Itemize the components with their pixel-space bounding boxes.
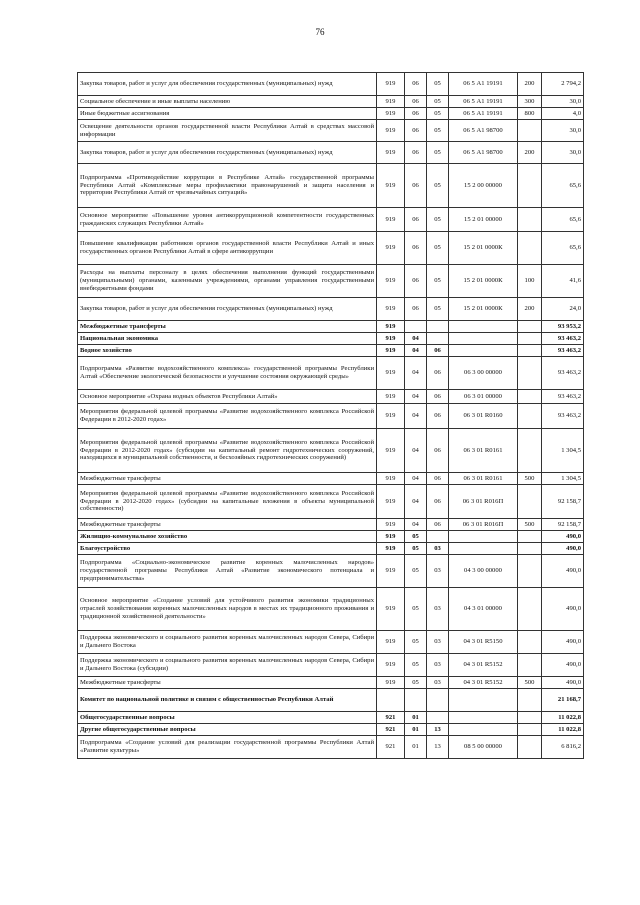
- target-article-code: 06 5 А1 19191: [449, 96, 518, 108]
- table-row: [78, 654, 584, 677]
- amount: 21 168,7: [542, 689, 584, 712]
- line-item-name: Подпрограмма «Развитие водохозяйственного комплекса» государственной программы Республики Алтай «Обеспечение экологической безопасности и улучшение состояния окружающей среды»: [78, 357, 377, 390]
- target-article-code: 06 3 01 R016П: [449, 519, 518, 531]
- line-item-name: Мероприятия федеральной целевой программы «Развитие водохозяйственного комплекса Российской Федерации в 2012-2020 годах»: [78, 404, 377, 429]
- target-article-code: 06 5 А1 19191: [449, 73, 518, 96]
- subsection-code: 05: [427, 164, 449, 208]
- target-article-code: 15 2 00 00000: [449, 164, 518, 208]
- expense-type-code: [518, 588, 542, 631]
- administrator-code: 919: [377, 390, 405, 404]
- amount: 93 463,2: [542, 390, 584, 404]
- budget-table: [77, 72, 584, 759]
- subsection-code: 05: [427, 73, 449, 96]
- section-code: 01: [405, 736, 427, 759]
- target-article-code: [449, 543, 518, 555]
- table-row: [78, 519, 584, 531]
- section-code: 01: [405, 712, 427, 724]
- target-article-code: 15 2 01 0000К: [449, 232, 518, 265]
- expense-type-code: [518, 208, 542, 232]
- administrator-code: 919: [377, 345, 405, 357]
- table-row: [78, 689, 584, 712]
- expense-type-code: [518, 555, 542, 588]
- target-article-code: [449, 724, 518, 736]
- administrator-code: 919: [377, 265, 405, 298]
- expense-type-code: 200: [518, 142, 542, 164]
- line-item-name: Подпрограмма «Противодействие коррупции в Республике Алтай» государственной программы Республики Алтай «Комплексные меры профилактики правонарушений и защита населения и территории Республики Алтай от чрезвычайных ситуаций»: [78, 164, 377, 208]
- administrator-code: 919: [377, 208, 405, 232]
- line-item-name: Межбюджетные трансферты: [78, 473, 377, 485]
- expense-type-code: [518, 357, 542, 390]
- amount: 41,6: [542, 265, 584, 298]
- expense-type-code: [518, 724, 542, 736]
- section-code: 05: [405, 531, 427, 543]
- expense-type-code: [518, 164, 542, 208]
- section-code: 05: [405, 631, 427, 654]
- table-row: [78, 321, 584, 333]
- subsection-code: 03: [427, 555, 449, 588]
- subsection-code: [427, 712, 449, 724]
- section-code: 06: [405, 232, 427, 265]
- expense-type-code: 100: [518, 265, 542, 298]
- administrator-code: 919: [377, 519, 405, 531]
- line-item-name: Комитет по национальной политике и связям с общественностью Республики Алтай: [78, 689, 377, 712]
- subsection-code: [427, 333, 449, 345]
- administrator-code: [377, 689, 405, 712]
- expense-type-code: [518, 333, 542, 345]
- administrator-code: 919: [377, 108, 405, 120]
- target-article-code: [449, 531, 518, 543]
- amount: 92 158,7: [542, 519, 584, 531]
- line-item-name: Подпрограмма «Создание условий для реализации государственной программы Республики Алтай «Развитие культуры»: [78, 736, 377, 759]
- section-code: 04: [405, 333, 427, 345]
- section-code: 04: [405, 404, 427, 429]
- section-code: 04: [405, 390, 427, 404]
- administrator-code: 919: [377, 654, 405, 677]
- expense-type-code: [518, 736, 542, 759]
- section-code: 05: [405, 543, 427, 555]
- subsection-code: 03: [427, 677, 449, 689]
- amount: 1 304,5: [542, 429, 584, 473]
- expense-type-code: [518, 543, 542, 555]
- amount: 65,6: [542, 164, 584, 208]
- amount: 11 022,8: [542, 712, 584, 724]
- administrator-code: 919: [377, 333, 405, 345]
- section-code: 04: [405, 485, 427, 519]
- administrator-code: 919: [377, 543, 405, 555]
- expense-type-code: 300: [518, 96, 542, 108]
- subsection-code: 05: [427, 108, 449, 120]
- table-row: [78, 357, 584, 390]
- subsection-code: [427, 321, 449, 333]
- amount: 92 158,7: [542, 485, 584, 519]
- target-article-code: 06 3 01 R016П: [449, 485, 518, 519]
- subsection-code: 05: [427, 265, 449, 298]
- table-row: [78, 724, 584, 736]
- amount: 93 463,2: [542, 404, 584, 429]
- expense-type-code: 500: [518, 473, 542, 485]
- line-item-name: Другие общегосударственные вопросы: [78, 724, 377, 736]
- target-article-code: 15 2 01 00000: [449, 208, 518, 232]
- line-item-name: Расходы на выплаты персоналу в целях обеспечения выполнения функций государственными (муниципальными) органами, казенными учреждениями, органами управления государственными внебюджетными фондами: [78, 265, 377, 298]
- line-item-name: Основное мероприятие «Повышение уровня антикоррупционной компетентности государственных гражданских служащих Республики Алтай»: [78, 208, 377, 232]
- expense-type-code: [518, 429, 542, 473]
- line-item-name: Закупка товаров, работ и услуг для обеспечения государственных (муниципальных) нужд: [78, 73, 377, 96]
- table-row: [78, 232, 584, 265]
- table-row: [78, 631, 584, 654]
- administrator-code: 919: [377, 164, 405, 208]
- table-row: [78, 555, 584, 588]
- administrator-code: 919: [377, 142, 405, 164]
- target-article-code: 06 3 00 00000: [449, 357, 518, 390]
- table-row: [78, 73, 584, 96]
- line-item-name: Межбюджетные трансферты: [78, 519, 377, 531]
- line-item-name: Поддержка экономического и социального развития коренных малочисленных народов Севера, Сибири и Дальнего Востока: [78, 631, 377, 654]
- administrator-code: 919: [377, 232, 405, 265]
- expense-type-code: [518, 654, 542, 677]
- line-item-name: Социальное обеспечение и иные выплаты населению: [78, 96, 377, 108]
- table-row: [78, 429, 584, 473]
- expense-type-code: 500: [518, 677, 542, 689]
- table-row: [78, 390, 584, 404]
- table-row: [78, 404, 584, 429]
- target-article-code: [449, 345, 518, 357]
- section-code: 01: [405, 724, 427, 736]
- expense-type-code: [518, 531, 542, 543]
- target-article-code: 06 5 А1 98700: [449, 120, 518, 142]
- table-row: [78, 208, 584, 232]
- target-article-code: 15 2 01 0000К: [449, 265, 518, 298]
- amount: 30,0: [542, 120, 584, 142]
- administrator-code: 921: [377, 724, 405, 736]
- expense-type-code: [518, 390, 542, 404]
- table-row: [78, 712, 584, 724]
- page-number: 76: [315, 27, 325, 37]
- administrator-code: 921: [377, 736, 405, 759]
- line-item-name: Благоустройство: [78, 543, 377, 555]
- amount: 93 463,2: [542, 333, 584, 345]
- amount: 4,0: [542, 108, 584, 120]
- subsection-code: [427, 689, 449, 712]
- administrator-code: 919: [377, 531, 405, 543]
- amount: 24,0: [542, 298, 584, 321]
- expense-type-code: 200: [518, 73, 542, 96]
- administrator-code: 919: [377, 357, 405, 390]
- table-row: [78, 120, 584, 142]
- administrator-code: 919: [377, 120, 405, 142]
- subsection-code: 05: [427, 232, 449, 265]
- subsection-code: 06: [427, 357, 449, 390]
- line-item-name: Повышение квалификации работников органов государственной власти Республики Алтай и иных государственных органов Республики Алтай в сфере антикоррупции: [78, 232, 377, 265]
- target-article-code: 06 3 01 R0161: [449, 473, 518, 485]
- section-code: 05: [405, 588, 427, 631]
- amount: 490,0: [542, 654, 584, 677]
- line-item-name: Межбюджетные трансферты: [78, 677, 377, 689]
- section-code: 05: [405, 654, 427, 677]
- line-item-name: Закупка товаров, работ и услуг для обеспечения государственных (муниципальных) нужд: [78, 298, 377, 321]
- amount: 490,0: [542, 543, 584, 555]
- amount: 2 794,2: [542, 73, 584, 96]
- administrator-code: 919: [377, 677, 405, 689]
- target-article-code: 06 5 А1 19191: [449, 108, 518, 120]
- amount: 93 463,2: [542, 357, 584, 390]
- administrator-code: 921: [377, 712, 405, 724]
- subsection-code: 13: [427, 724, 449, 736]
- expense-type-code: [518, 120, 542, 142]
- section-code: 05: [405, 677, 427, 689]
- table-row: [78, 265, 584, 298]
- subsection-code: 06: [427, 473, 449, 485]
- line-item-name: Основное мероприятие «Охрана водных объектов Республики Алтай»: [78, 390, 377, 404]
- target-article-code: 06 3 01 00000: [449, 390, 518, 404]
- target-article-code: 15 2 01 0000К: [449, 298, 518, 321]
- section-code: 04: [405, 473, 427, 485]
- section-code: [405, 689, 427, 712]
- line-item-name: Водное хозяйство: [78, 345, 377, 357]
- subsection-code: 06: [427, 404, 449, 429]
- amount: 490,0: [542, 631, 584, 654]
- line-item-name: Подпрограмма «Социально-экономическое развитие коренных малочисленных народов» государственной программы Республики Алтай «Развитие экономического потенциала и предпринимательства»: [78, 555, 377, 588]
- subsection-code: 06: [427, 390, 449, 404]
- line-item-name: Поддержка экономического и социального развития коренных малочисленных народов Севера, Сибири и Дальнего Востока (субсидии): [78, 654, 377, 677]
- target-article-code: 04 3 01 R5150: [449, 631, 518, 654]
- section-code: 05: [405, 555, 427, 588]
- target-article-code: [449, 712, 518, 724]
- section-code: 06: [405, 298, 427, 321]
- line-item-name: Освещение деятельности органов государственной власти Республики Алтай в средствах массовой информации: [78, 120, 377, 142]
- subsection-code: 06: [427, 485, 449, 519]
- table-row: [78, 142, 584, 164]
- table-row: [78, 96, 584, 108]
- subsection-code: 05: [427, 298, 449, 321]
- line-item-name: Жилищно-коммунальное хозяйство: [78, 531, 377, 543]
- subsection-code: 06: [427, 429, 449, 473]
- line-item-name: Иные бюджетные ассигнования: [78, 108, 377, 120]
- amount: 490,0: [542, 555, 584, 588]
- amount: 1 304,5: [542, 473, 584, 485]
- section-code: 04: [405, 345, 427, 357]
- amount: 65,6: [542, 208, 584, 232]
- expense-type-code: [518, 232, 542, 265]
- administrator-code: 919: [377, 473, 405, 485]
- administrator-code: 919: [377, 429, 405, 473]
- administrator-code: 919: [377, 73, 405, 96]
- target-article-code: [449, 321, 518, 333]
- section-code: 04: [405, 357, 427, 390]
- subsection-code: 05: [427, 142, 449, 164]
- table-row: [78, 543, 584, 555]
- subsection-code: 13: [427, 736, 449, 759]
- section-code: [405, 321, 427, 333]
- line-item-name: Межбюджетные трансферты: [78, 321, 377, 333]
- target-article-code: 06 3 01 R0160: [449, 404, 518, 429]
- expense-type-code: [518, 712, 542, 724]
- table-row: [78, 164, 584, 208]
- expense-type-code: [518, 631, 542, 654]
- expense-type-code: [518, 485, 542, 519]
- section-code: 06: [405, 120, 427, 142]
- table-row: [78, 736, 584, 759]
- section-code: 06: [405, 96, 427, 108]
- target-article-code: 04 3 01 R5152: [449, 677, 518, 689]
- expense-type-code: [518, 345, 542, 357]
- administrator-code: 919: [377, 485, 405, 519]
- table-row: [78, 677, 584, 689]
- section-code: 06: [405, 73, 427, 96]
- expense-type-code: 500: [518, 519, 542, 531]
- section-code: 06: [405, 108, 427, 120]
- target-article-code: [449, 689, 518, 712]
- line-item-name: Основное мероприятие «Создание условий для устойчивого развития экономики традиционных отраслей хозяйствования коренных малочисленных народов в местах их традиционного проживания и традиционной хозяйственной деятельности»: [78, 588, 377, 631]
- amount: 490,0: [542, 588, 584, 631]
- subsection-code: 05: [427, 208, 449, 232]
- section-code: 06: [405, 142, 427, 164]
- amount: 30,0: [542, 142, 584, 164]
- subsection-code: 06: [427, 345, 449, 357]
- subsection-code: 03: [427, 588, 449, 631]
- subsection-code: 03: [427, 543, 449, 555]
- target-article-code: 04 3 01 R5152: [449, 654, 518, 677]
- target-article-code: 04 3 01 00000: [449, 588, 518, 631]
- table-row: [78, 333, 584, 345]
- amount: 65,6: [542, 232, 584, 265]
- administrator-code: 919: [377, 631, 405, 654]
- table-row: [78, 531, 584, 543]
- amount: 30,0: [542, 96, 584, 108]
- line-item-name: Мероприятия федеральной целевой программы «Развитие водохозяйственного комплекса Российской Федерации в 2012-2020 годах» (субсидии на капитальный ремонт гидротехнических сооружений, находящихся в муниципальной собственности, и бесхозяйных гидротехнических сооружений): [78, 429, 377, 473]
- amount: 93 953,2: [542, 321, 584, 333]
- table-row: [78, 298, 584, 321]
- section-code: 06: [405, 164, 427, 208]
- amount: 93 463,2: [542, 345, 584, 357]
- target-article-code: [449, 333, 518, 345]
- table-row: [78, 485, 584, 519]
- expense-type-code: [518, 404, 542, 429]
- table-row: [78, 345, 584, 357]
- administrator-code: 919: [377, 298, 405, 321]
- section-code: 04: [405, 519, 427, 531]
- subsection-code: 03: [427, 654, 449, 677]
- target-article-code: 06 3 01 R0161: [449, 429, 518, 473]
- expense-type-code: 200: [518, 298, 542, 321]
- amount: 11 022,8: [542, 724, 584, 736]
- subsection-code: 06: [427, 519, 449, 531]
- section-code: 04: [405, 429, 427, 473]
- subsection-code: 05: [427, 120, 449, 142]
- expense-type-code: 800: [518, 108, 542, 120]
- subsection-code: [427, 531, 449, 543]
- amount: 6 816,2: [542, 736, 584, 759]
- amount: 490,0: [542, 531, 584, 543]
- table-row: [78, 473, 584, 485]
- amount: 490,0: [542, 677, 584, 689]
- line-item-name: Мероприятия федеральной целевой программы «Развитие водохозяйственного комплекса Российской Федерации в 2012-2020 годах» (субсидии на капитальные вложения в объекты муниципальной собственности): [78, 485, 377, 519]
- target-article-code: 08 5 00 00000: [449, 736, 518, 759]
- table-row: [78, 108, 584, 120]
- subsection-code: 03: [427, 631, 449, 654]
- expense-type-code: [518, 689, 542, 712]
- administrator-code: 919: [377, 555, 405, 588]
- section-code: 06: [405, 208, 427, 232]
- subsection-code: 05: [427, 96, 449, 108]
- table-row: [78, 588, 584, 631]
- section-code: 06: [405, 265, 427, 298]
- expense-type-code: [518, 321, 542, 333]
- administrator-code: 919: [377, 321, 405, 333]
- target-article-code: 04 3 00 00000: [449, 555, 518, 588]
- line-item-name: Общегосударственные вопросы: [78, 712, 377, 724]
- administrator-code: 919: [377, 96, 405, 108]
- target-article-code: 06 5 А1 98700: [449, 142, 518, 164]
- line-item-name: Закупка товаров, работ и услуг для обеспечения государственных (муниципальных) нужд: [78, 142, 377, 164]
- administrator-code: 919: [377, 404, 405, 429]
- administrator-code: 919: [377, 588, 405, 631]
- line-item-name: Национальная экономика: [78, 333, 377, 345]
